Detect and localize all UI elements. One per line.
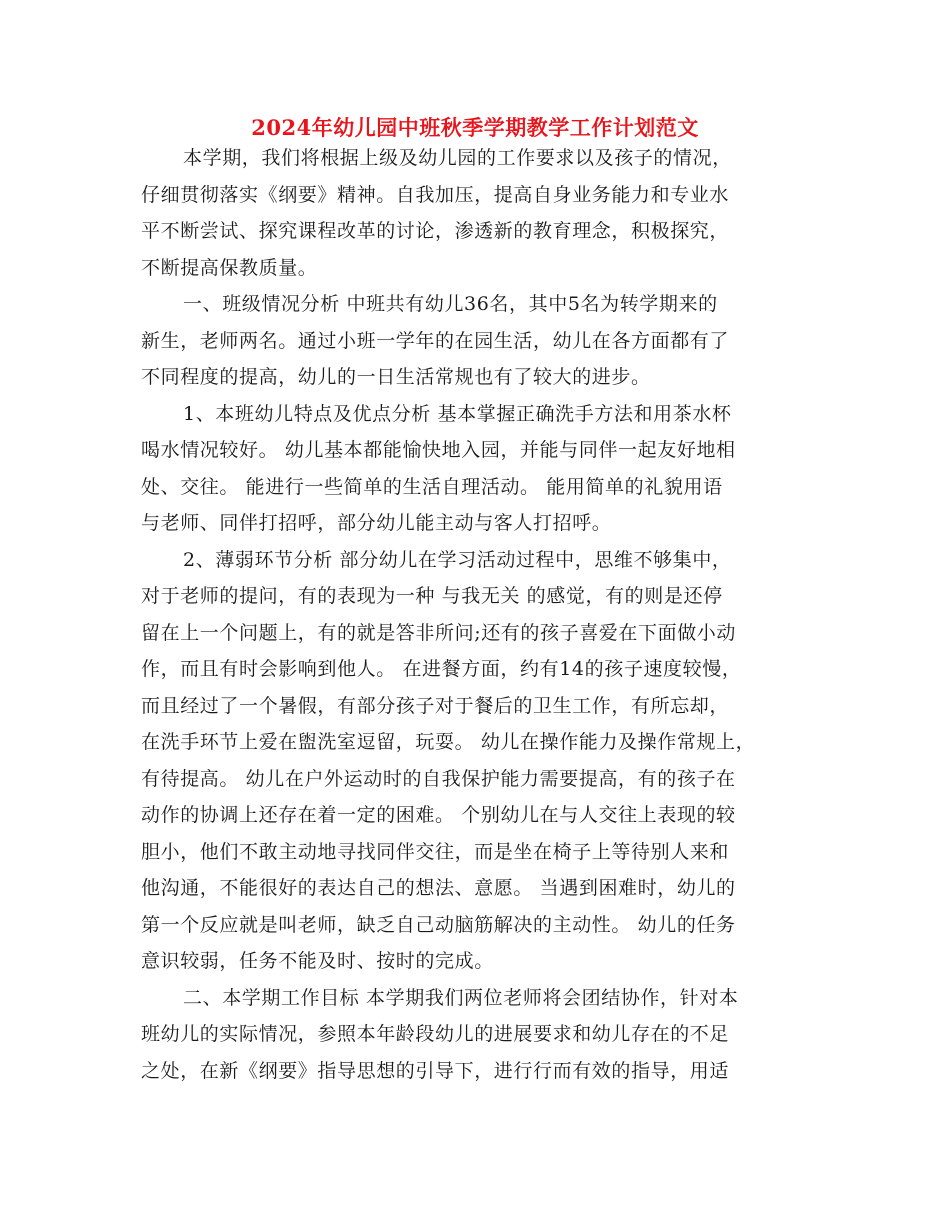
text-line: 而且经过了一个暑假，有部分孩子对于餐后的卫生工作，有所忘却， xyxy=(141,694,730,717)
text-line: 不同程度的提高，幼儿的一日生活常规也有了较大的进步。 xyxy=(141,366,651,388)
text-line: 新生，老师两名。通过小班一学年的在园生活，幼儿在各方面都有了 xyxy=(141,329,730,352)
text-line: 动作的协调上还存在着一定的困难。 个别幼儿在与人交往上表现的较 xyxy=(141,804,736,826)
text-line: 他沟通，不能很好的表达自己的想法、意愿。 当遇到困难时，幼儿的 xyxy=(141,877,736,899)
text-line: 作，而且有时会影响到他人。 在进餐方面，约有14的孩子速度较慢， xyxy=(141,658,742,680)
text-line: 在洗手环节上爱在盥洗室逗留，玩耍。 幼儿在操作能力及操作常规上， xyxy=(141,731,756,753)
text-line: 一、班级情况分析 中班共有幼儿36名，其中5名为转学期来的 xyxy=(183,293,718,315)
text-line: 之处，在新《纲要》指导思想的引导下，进行行而有效的指导，用适 xyxy=(141,1059,730,1082)
text-line: 二、本学期工作目标 本学期我们两位老师将会团结协作，针对本 xyxy=(183,986,739,1009)
text-line: 1、本班幼儿特点及优点分析 基本掌握正确洗手方法和用茶水杯 xyxy=(183,402,732,425)
text-line: 处、交往。 能进行一些简单的生活自理活动。 能用简单的礼貌用语 xyxy=(141,475,723,498)
document-body xyxy=(141,140,821,1089)
text-line: 与老师、同伴打招呼，部分幼儿能主动与客人打招呼。 xyxy=(141,512,612,534)
text-line: 本学期，我们将根据上级及幼儿园的工作要求以及孩子的情况， xyxy=(183,147,732,169)
text-line: 对于老师的提问，有的表现为一种 与我无关 的感觉，有的则是还停 xyxy=(141,585,723,607)
text-line: 第一个反应就是叫老师，缺乏自己动脑筋解决的主动性。 幼儿的任务 xyxy=(141,913,736,936)
text-line: 喝水情况较好。 幼儿基本都能愉快地入园，并能与同伴一起友好地相 xyxy=(141,439,736,461)
text-line: 平不断尝试、探究课程改革的讨论，渗透新的教育理念，积极探究， xyxy=(141,220,730,242)
text-line: 有待提高。 幼儿在户外运动时的自我保护能力需要提高，有的孩子在 xyxy=(141,767,736,790)
text-line: 胆小，他们不敢主动地寻找同伴交往，而是坐在椅子上等待别人来和 xyxy=(141,840,730,863)
text-line: 2、薄弱环节分析 部分幼儿在学习活动过程中，思维不够集中， xyxy=(183,548,732,571)
text-line: 意识较弱，任务不能及时、按时的完成。 xyxy=(141,950,494,972)
document-title: 2024年幼儿园中班秋季学期教学工作计划范文 xyxy=(251,115,699,140)
text-line: 不断提高保教质量。 xyxy=(141,256,318,279)
text-line: 留在上一个问题上，有的就是答非所问;还有的孩子喜爱在下面做小动 xyxy=(141,621,737,644)
text-line: 班幼儿的实际情况，参照本年龄段幼儿的进展要求和幼儿存在的不足 xyxy=(141,1023,730,1045)
text-line: 仔细贯彻落实《纲要》精神。自我加压，提高自身业务能力和专业水 xyxy=(141,183,730,206)
